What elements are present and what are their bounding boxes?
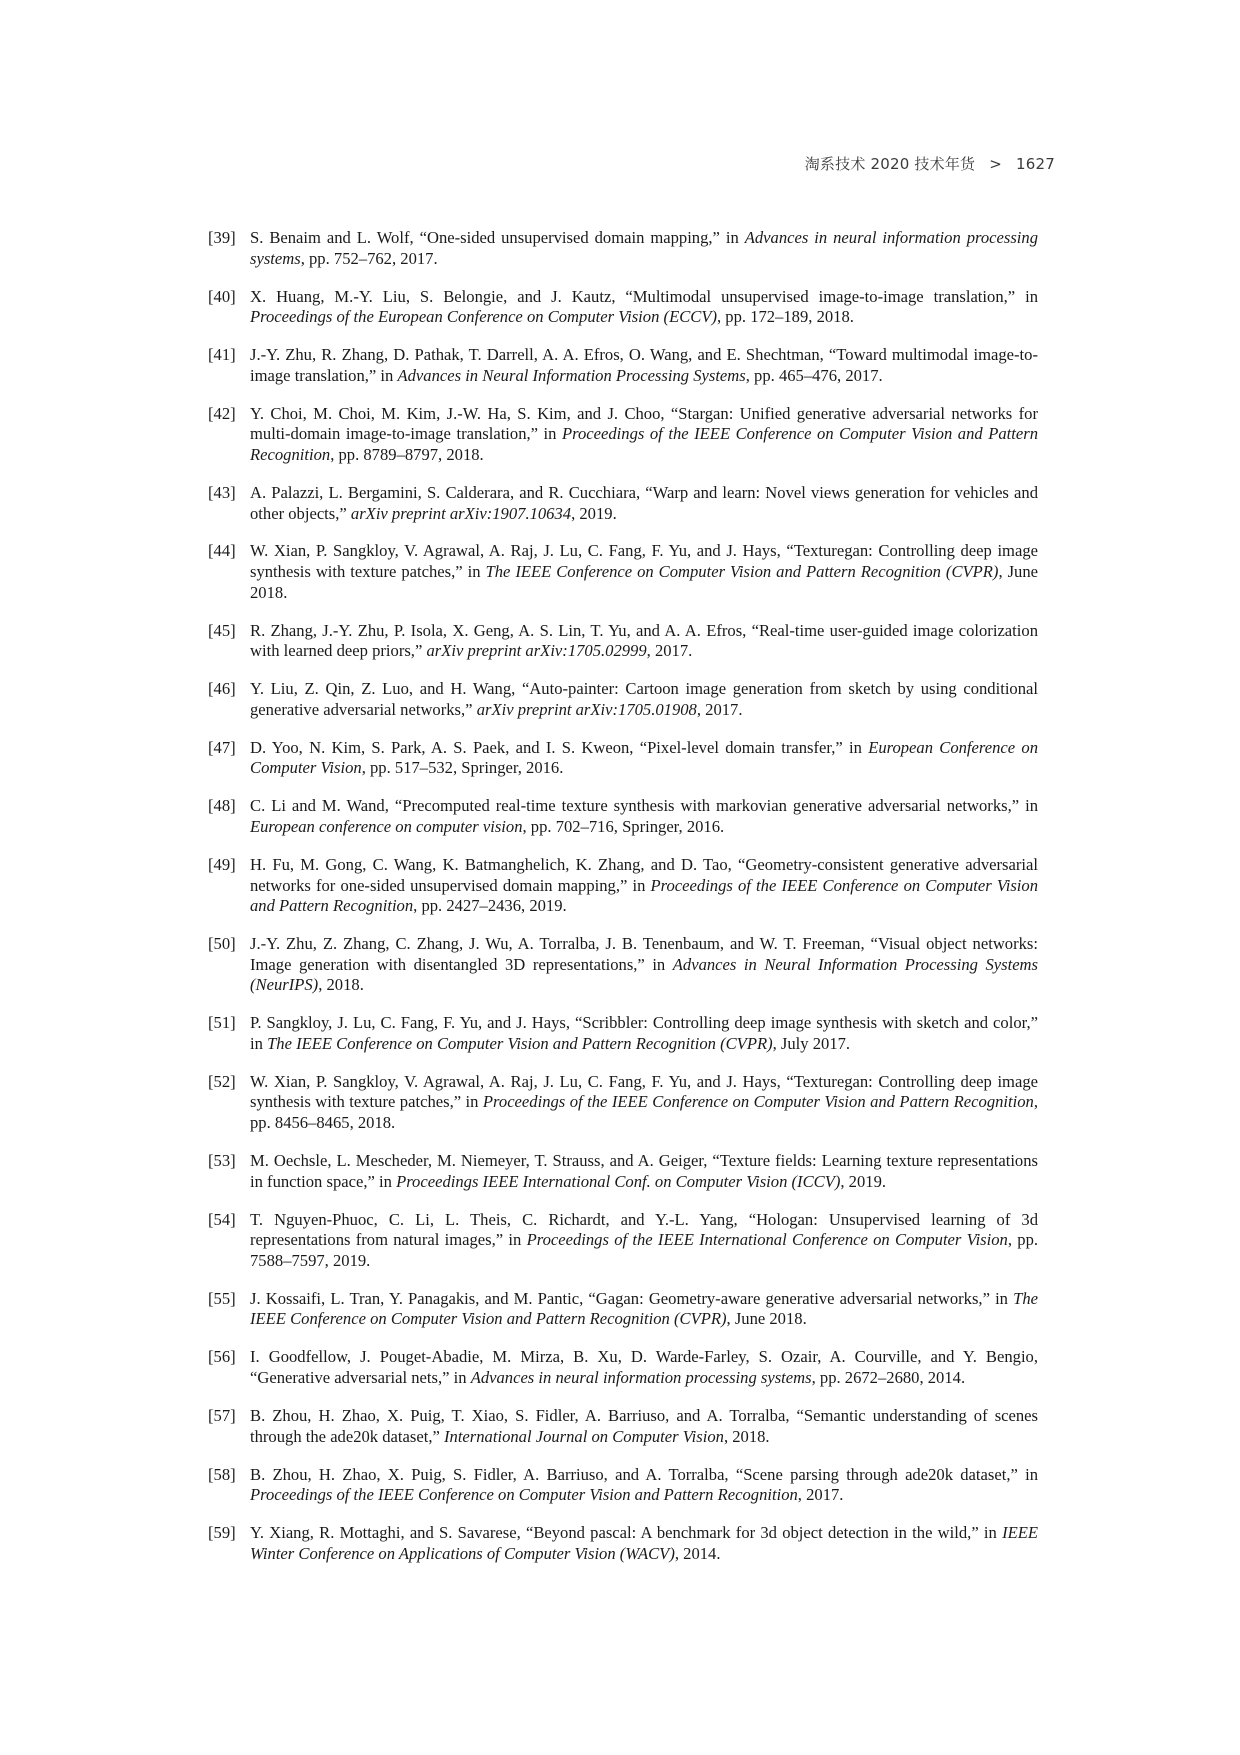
reference-list — [208, 228, 1038, 1582]
reference-text: B. Zhou, H. Zhao, X. Puig, T. Xiao, S. Fidler, A. Barriuso, and A. Torralba, “Semantic understanding of scenes through the ade20k dataset,” — [250, 1405, 1038, 1446]
reference-venue: Proceedings of the IEEE Conference on Computer Vision and Pattern Recognition — [250, 1485, 798, 1505]
reference-number: [48] — [208, 796, 236, 816]
reference-text: R. Zhang, J.-Y. Zhu, P. Isola, X. Geng, A. S. Lin, T. Yu, and A. A. Efros, “Real-time user-guided image colorization with learned deep priors,” — [250, 620, 1038, 661]
reference-item — [208, 1406, 1038, 1447]
reference-text: T. Nguyen-Phuoc, C. Li, L. Theis, C. Richardt, and Y.-L. Yang, “Hologan: Unsupervised learning of 3d representations from natural images,” in — [250, 1209, 1038, 1250]
reference-item — [208, 541, 1038, 603]
book-title: 淘系技术 2020 技术年货 — [804, 155, 976, 173]
reference-text: , 2018. — [318, 975, 364, 995]
reference-text: I. Goodfellow, J. Pouget-Abadie, M. Mirza, B. Xu, D. Warde-Farley, S. Ozair, A. Courville, and Y. Bengio, “Generative adversarial nets,” in — [250, 1347, 1038, 1387]
reference-text: S. Benaim and L. Wolf, “One-sided unsupervised domain mapping,” in — [250, 228, 745, 247]
reference-number: [42] — [208, 403, 236, 423]
reference-text: , June 2018. — [726, 1309, 807, 1329]
reference-text: , July 2017. — [772, 1033, 851, 1053]
reference-text: J. Kossaifi, L. Tran, Y. Panagakis, and M. Pantic, “Gagan: Geometry-aware generative adversarial networks,” in — [250, 1288, 1014, 1308]
reference-text: , pp. 517–532, Springer, 2016. — [361, 758, 564, 778]
reference-venue: International Journal on Computer Vision — [444, 1426, 724, 1446]
reference-text: A. Palazzi, L. Bergamini, S. Calderara, and R. Cucchiara, “Warp and learn: Novel views generation for vehicles and other objects,” — [250, 482, 1038, 523]
reference-number: [47] — [208, 737, 236, 757]
reference-venue: Advances in Neural Information Processing Systems (NeurIPS) — [250, 954, 1038, 995]
header-separator: > — [989, 155, 1003, 173]
reference-text: , pp. 8456–8465, 2018. — [250, 1092, 1039, 1133]
reference-number: [46] — [208, 679, 236, 699]
reference-item — [208, 1465, 1038, 1506]
reference-venue: Proceedings of the IEEE Conference on Computer Vision and Pattern Recognition — [250, 875, 1038, 916]
reference-venue: IEEE Winter Conference on Applications of Computer Vision (WACV) — [250, 1523, 1038, 1563]
reference-text: J.-Y. Zhu, R. Zhang, D. Pathak, T. Darrell, A. A. Efros, O. Wang, and E. Shechtman, “Toward multimodal image-to-image translation,” in — [250, 345, 1038, 385]
reference-venue: Proceedings of the IEEE Conference on Computer Vision and Pattern Recognition — [250, 424, 1038, 464]
reference-venue: Proceedings of the European Conference on Computer Vision (ECCV) — [250, 307, 717, 327]
reference-number: [55] — [208, 1288, 236, 1308]
reference-text: J.-Y. Zhu, Z. Zhang, C. Zhang, J. Wu, A. Torralba, J. B. Tenenbaum, and W. T. Freeman, “Visual object networks: Image generation with disentangled 3D representations,” in — [250, 934, 1038, 974]
reference-text: , pp. 465–476, 2017. — [745, 365, 883, 385]
reference-text: Y. Choi, M. Choi, M. Kim, J.-W. Ha, S. Kim, and J. Choo, “Stargan: Unified generative adversarial networks for multi-domain image-to-image translation,” in — [250, 403, 1038, 444]
reference-item — [208, 287, 1038, 328]
reference-number: [50] — [208, 934, 236, 954]
reference-text: B. Zhou, H. Zhao, X. Puig, S. Fidler, A. Barriuso, and A. Torralba, “Scene parsing through ade20k dataset,” in — [250, 1464, 1038, 1484]
reference-venue: The IEEE Conference on Computer Vision and Pattern Recognition (CVPR) — [485, 562, 999, 582]
reference-text: P. Sangkloy, J. Lu, C. Fang, F. Yu, and J. Hays, “Scribbler: Controlling deep image synthesis with sketch and color,” in — [250, 1013, 1038, 1053]
reference-number: [41] — [208, 345, 236, 365]
reference-item — [208, 934, 1038, 996]
reference-venue: Advances in neural information processing systems — [250, 228, 1038, 268]
reference-text: D. Yoo, N. Kim, S. Park, A. S. Paek, and I. S. Kweon, “Pixel-level domain transfer,” in — [250, 737, 869, 757]
reference-text: , pp. 7588–7597, 2019. — [250, 1230, 1039, 1270]
reference-item — [208, 679, 1038, 720]
reference-venue: The IEEE Conference on Computer Vision and Pattern Recognition (CVPR) — [267, 1033, 773, 1053]
reference-item — [208, 1210, 1038, 1272]
reference-number: [52] — [208, 1071, 236, 1091]
reference-number: [58] — [208, 1464, 236, 1484]
reference-venue: Proceedings IEEE International Conf. on Computer Vision (ICCV) — [396, 1171, 841, 1191]
reference-text: , pp. 702–716, Springer, 2016. — [522, 816, 725, 836]
reference-number: [56] — [208, 1347, 236, 1367]
reference-item — [208, 345, 1038, 386]
reference-item — [208, 855, 1038, 917]
reference-text: Y. Xiang, R. Mottaghi, and S. Savarese, “Beyond pascal: A benchmark for 3d object detection in the wild,” in — [250, 1523, 1003, 1543]
reference-text: , pp. 752–762, 2017. — [300, 248, 438, 268]
reference-text: , pp. 2672–2680, 2014. — [811, 1367, 966, 1387]
page-number: 1627 — [1016, 155, 1055, 173]
reference-item — [208, 796, 1038, 837]
reference-venue: Proceedings of the IEEE Conference on Computer Vision and Pattern Recognition — [482, 1092, 1034, 1112]
reference-number: [57] — [208, 1405, 236, 1425]
reference-text: , June 2018. — [250, 562, 1038, 602]
reference-text: , pp. 172–189, 2018. — [717, 307, 854, 327]
reference-venue: arXiv preprint arXiv:1705.02999 — [426, 641, 647, 661]
reference-text: , 2017. — [797, 1485, 844, 1505]
reference-item — [208, 1347, 1038, 1388]
reference-number: [54] — [208, 1209, 236, 1229]
reference-text: , 2014. — [674, 1543, 721, 1563]
reference-item — [208, 1523, 1038, 1564]
reference-text: , pp. 2427–2436, 2019. — [413, 896, 567, 916]
reference-venue: European Conference on Computer Vision — [250, 737, 1038, 778]
reference-item — [208, 404, 1038, 466]
reference-text: C. Li and M. Wand, “Precomputed real-time texture synthesis with markovian generative adversarial networks,” in — [250, 796, 1038, 816]
reference-text: , 2019. — [571, 503, 617, 523]
reference-item — [208, 621, 1038, 662]
reference-item — [208, 1072, 1038, 1134]
reference-text: W. Xian, P. Sangkloy, V. Agrawal, A. Raj, J. Lu, C. Fang, F. Yu, and J. Hays, “Texturegan: Controlling deep image synthesis with texture patches,” in — [250, 541, 1038, 582]
reference-venue: The IEEE Conference on Computer Vision and Pattern Recognition (CVPR) — [250, 1288, 1038, 1329]
reference-number: [59] — [208, 1523, 236, 1543]
reference-number: [51] — [208, 1013, 236, 1033]
reference-venue: arXiv preprint arXiv:1705.01908 — [476, 699, 697, 719]
reference-number: [45] — [208, 620, 236, 640]
reference-item — [208, 1151, 1038, 1192]
reference-item — [208, 1013, 1038, 1054]
reference-text: W. Xian, P. Sangkloy, V. Agrawal, A. Raj, J. Lu, C. Fang, F. Yu, and J. Hays, “Texturegan: Controlling deep image synthesis with texture patches,” in — [250, 1071, 1038, 1112]
reference-text: M. Oechsle, L. Mescheder, M. Niemeyer, T. Strauss, and A. Geiger, “Texture fields: Learning texture representations in function space,” in — [250, 1151, 1038, 1191]
reference-text: , 2017. — [696, 699, 743, 719]
reference-number: [40] — [208, 286, 236, 306]
reference-venue: Proceedings of the IEEE International Conference on Computer Vision — [526, 1230, 1008, 1250]
reference-item — [208, 1289, 1038, 1330]
reference-text: H. Fu, M. Gong, C. Wang, K. Batmanghelich, K. Zhang, and D. Tao, “Geometry-consistent generative adversarial networks for one-sided unsupervised domain mapping,” in — [250, 854, 1038, 895]
reference-item — [208, 483, 1038, 524]
reference-text: , 2019. — [840, 1171, 887, 1191]
reference-number: [44] — [208, 541, 236, 561]
reference-number: [49] — [208, 854, 236, 874]
reference-text: , pp. 8789–8797, 2018. — [330, 444, 484, 464]
reference-venue: Advances in Neural Information Processing Systems — [397, 365, 746, 385]
reference-text: , 2018. — [723, 1426, 770, 1446]
reference-item — [208, 228, 1038, 269]
reference-number: [39] — [208, 228, 236, 247]
reference-venue: arXiv preprint arXiv:1907.10634 — [350, 503, 572, 523]
reference-text: , 2017. — [646, 641, 693, 661]
reference-venue: European conference on computer vision — [250, 816, 523, 836]
reference-text: Y. Liu, Z. Qin, Z. Luo, and H. Wang, “Auto-painter: Cartoon image generation from sketch by using conditional generative adversarial networks,” — [250, 679, 1038, 719]
reference-number: [53] — [208, 1151, 236, 1171]
reference-text: X. Huang, M.-Y. Liu, S. Belongie, and J. Kautz, “Multimodal unsupervised image-to-image translation,” in — [250, 286, 1038, 306]
reference-item — [208, 738, 1038, 779]
page-header — [805, 153, 1055, 174]
reference-number: [43] — [208, 482, 236, 502]
reference-venue: Advances in neural information processing systems — [470, 1367, 812, 1387]
